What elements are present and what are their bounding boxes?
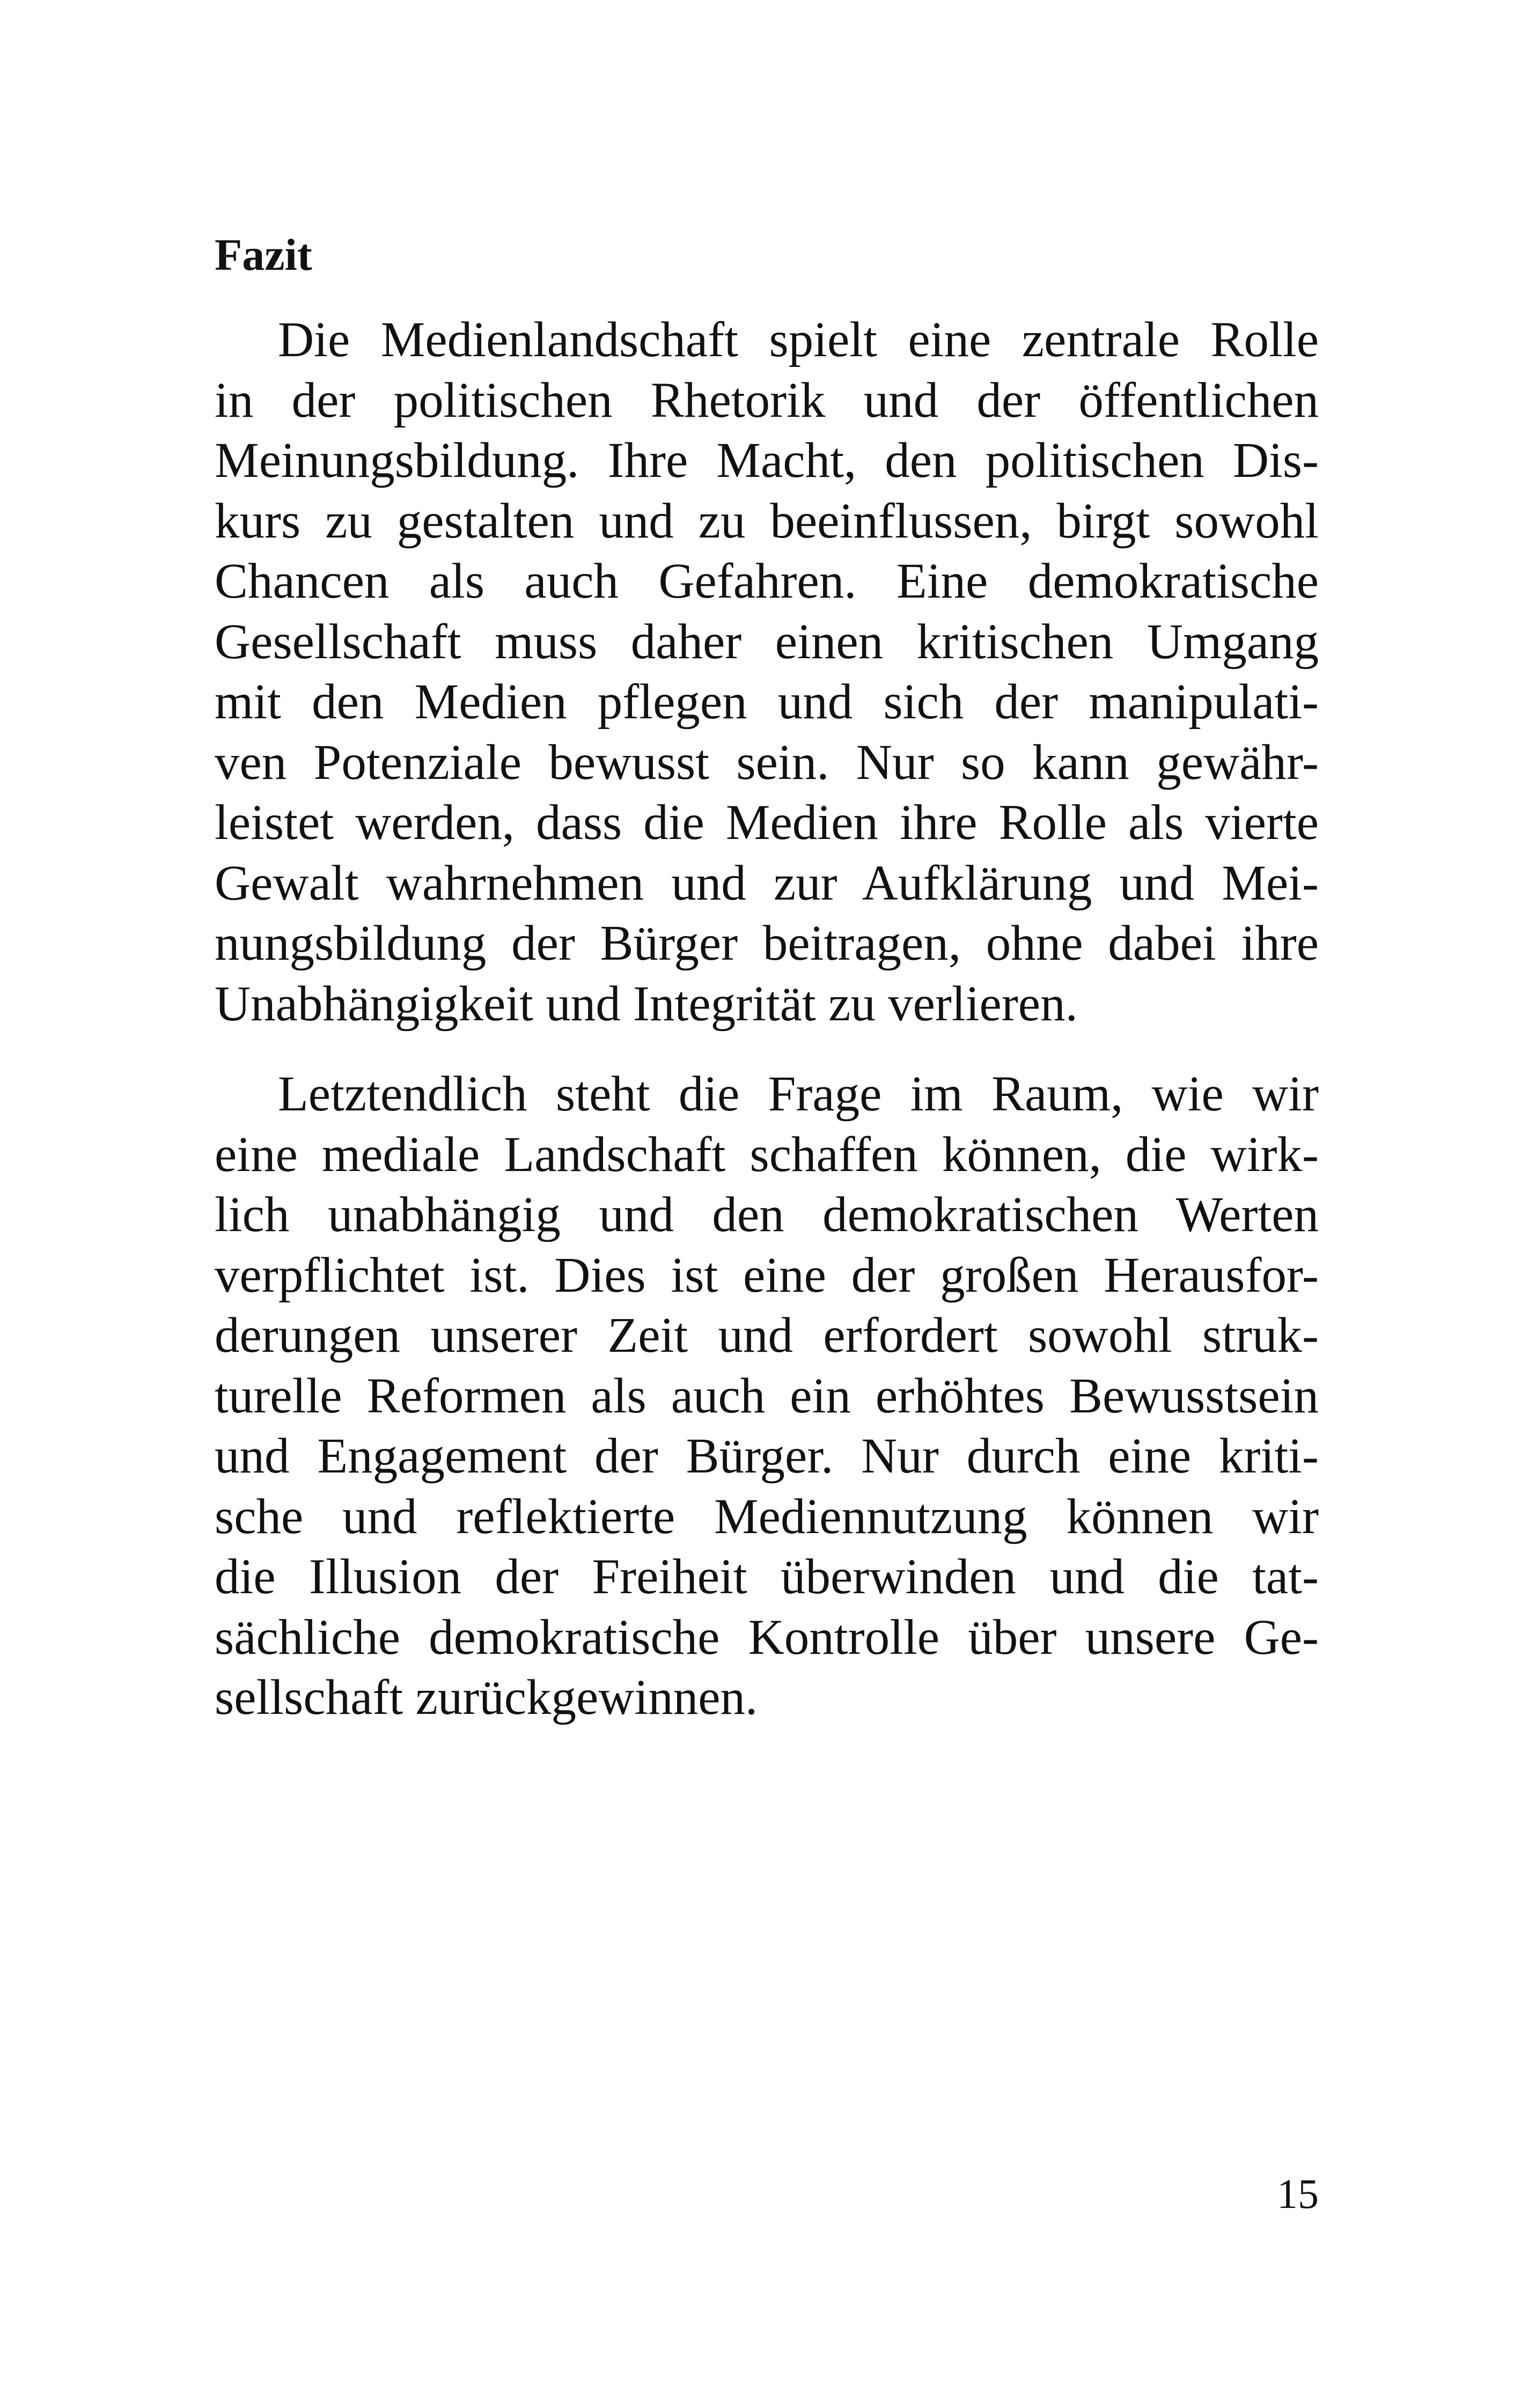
text-line: sächliche demokratische Kontrolle über unsere Ge- [215,1609,1319,1665]
text-line: Die Medienlandschaft spielt eine zentrale Rolle [278,312,1319,367]
text-line: verpflichtet ist. Dies ist eine der großen Herausfor- [215,1247,1319,1303]
text-line: sellschaft zurückgewinnen. [215,1670,758,1725]
text-line: Gesellschaft muss daher einen kritischen Umgang [215,614,1319,669]
text-line: eine mediale Landschaft schaffen können, die wirk- [215,1126,1319,1182]
text-line: Gewalt wahrnehmen und zur Aufklärung und Mei- [215,855,1319,911]
text-line: derungen unserer Zeit und erfordert sowohl struk- [215,1308,1319,1363]
text-line: sche und reflektierte Mediennutzung können wir [215,1489,1319,1544]
text-line: lich unabhängig und den demokratischen Werten [215,1187,1319,1242]
text-line: und Engagement der Bürger. Nur durch eine kriti- [215,1428,1319,1484]
text-block [215,225,1319,1728]
text-line: kurs zu gestalten und zu beeinflussen, birgt sowohl [215,493,1319,549]
section-heading: Fazit [215,230,312,280]
text-line: die Illusion der Freiheit überwinden und die tat- [215,1549,1319,1604]
text-line: turelle Reformen als auch ein erhöhtes Bewusstsein [215,1368,1319,1424]
text-line: leistet werden, dass die Medien ihre Rolle als vierte [215,795,1319,850]
text-line: Chancen als auch Gefahren. Eine demokratische [215,554,1319,609]
text-line: Meinungsbildung. Ihre Macht, den politischen Dis- [215,433,1319,488]
paragraph-1 [215,310,1319,1034]
text-line: nungsbildung der Bürger beitragen, ohne dabei ihre [215,916,1319,971]
text-line: in der politischen Rhetorik und der öffentlichen [215,372,1319,428]
page-number: 15 [1277,2170,1319,2217]
text-line: ven Potenziale bewusst sein. Nur so kann gewähr- [215,734,1319,790]
text-line: Unabhängigkeit und Integrität zu verlieren. [215,976,1078,1032]
text-line: Letztendlich steht die Frage im Raum, wie wir [278,1066,1319,1122]
text-line: mit den Medien pflegen und sich der manipulati- [215,674,1319,730]
paragraph-2 [215,1064,1319,1728]
